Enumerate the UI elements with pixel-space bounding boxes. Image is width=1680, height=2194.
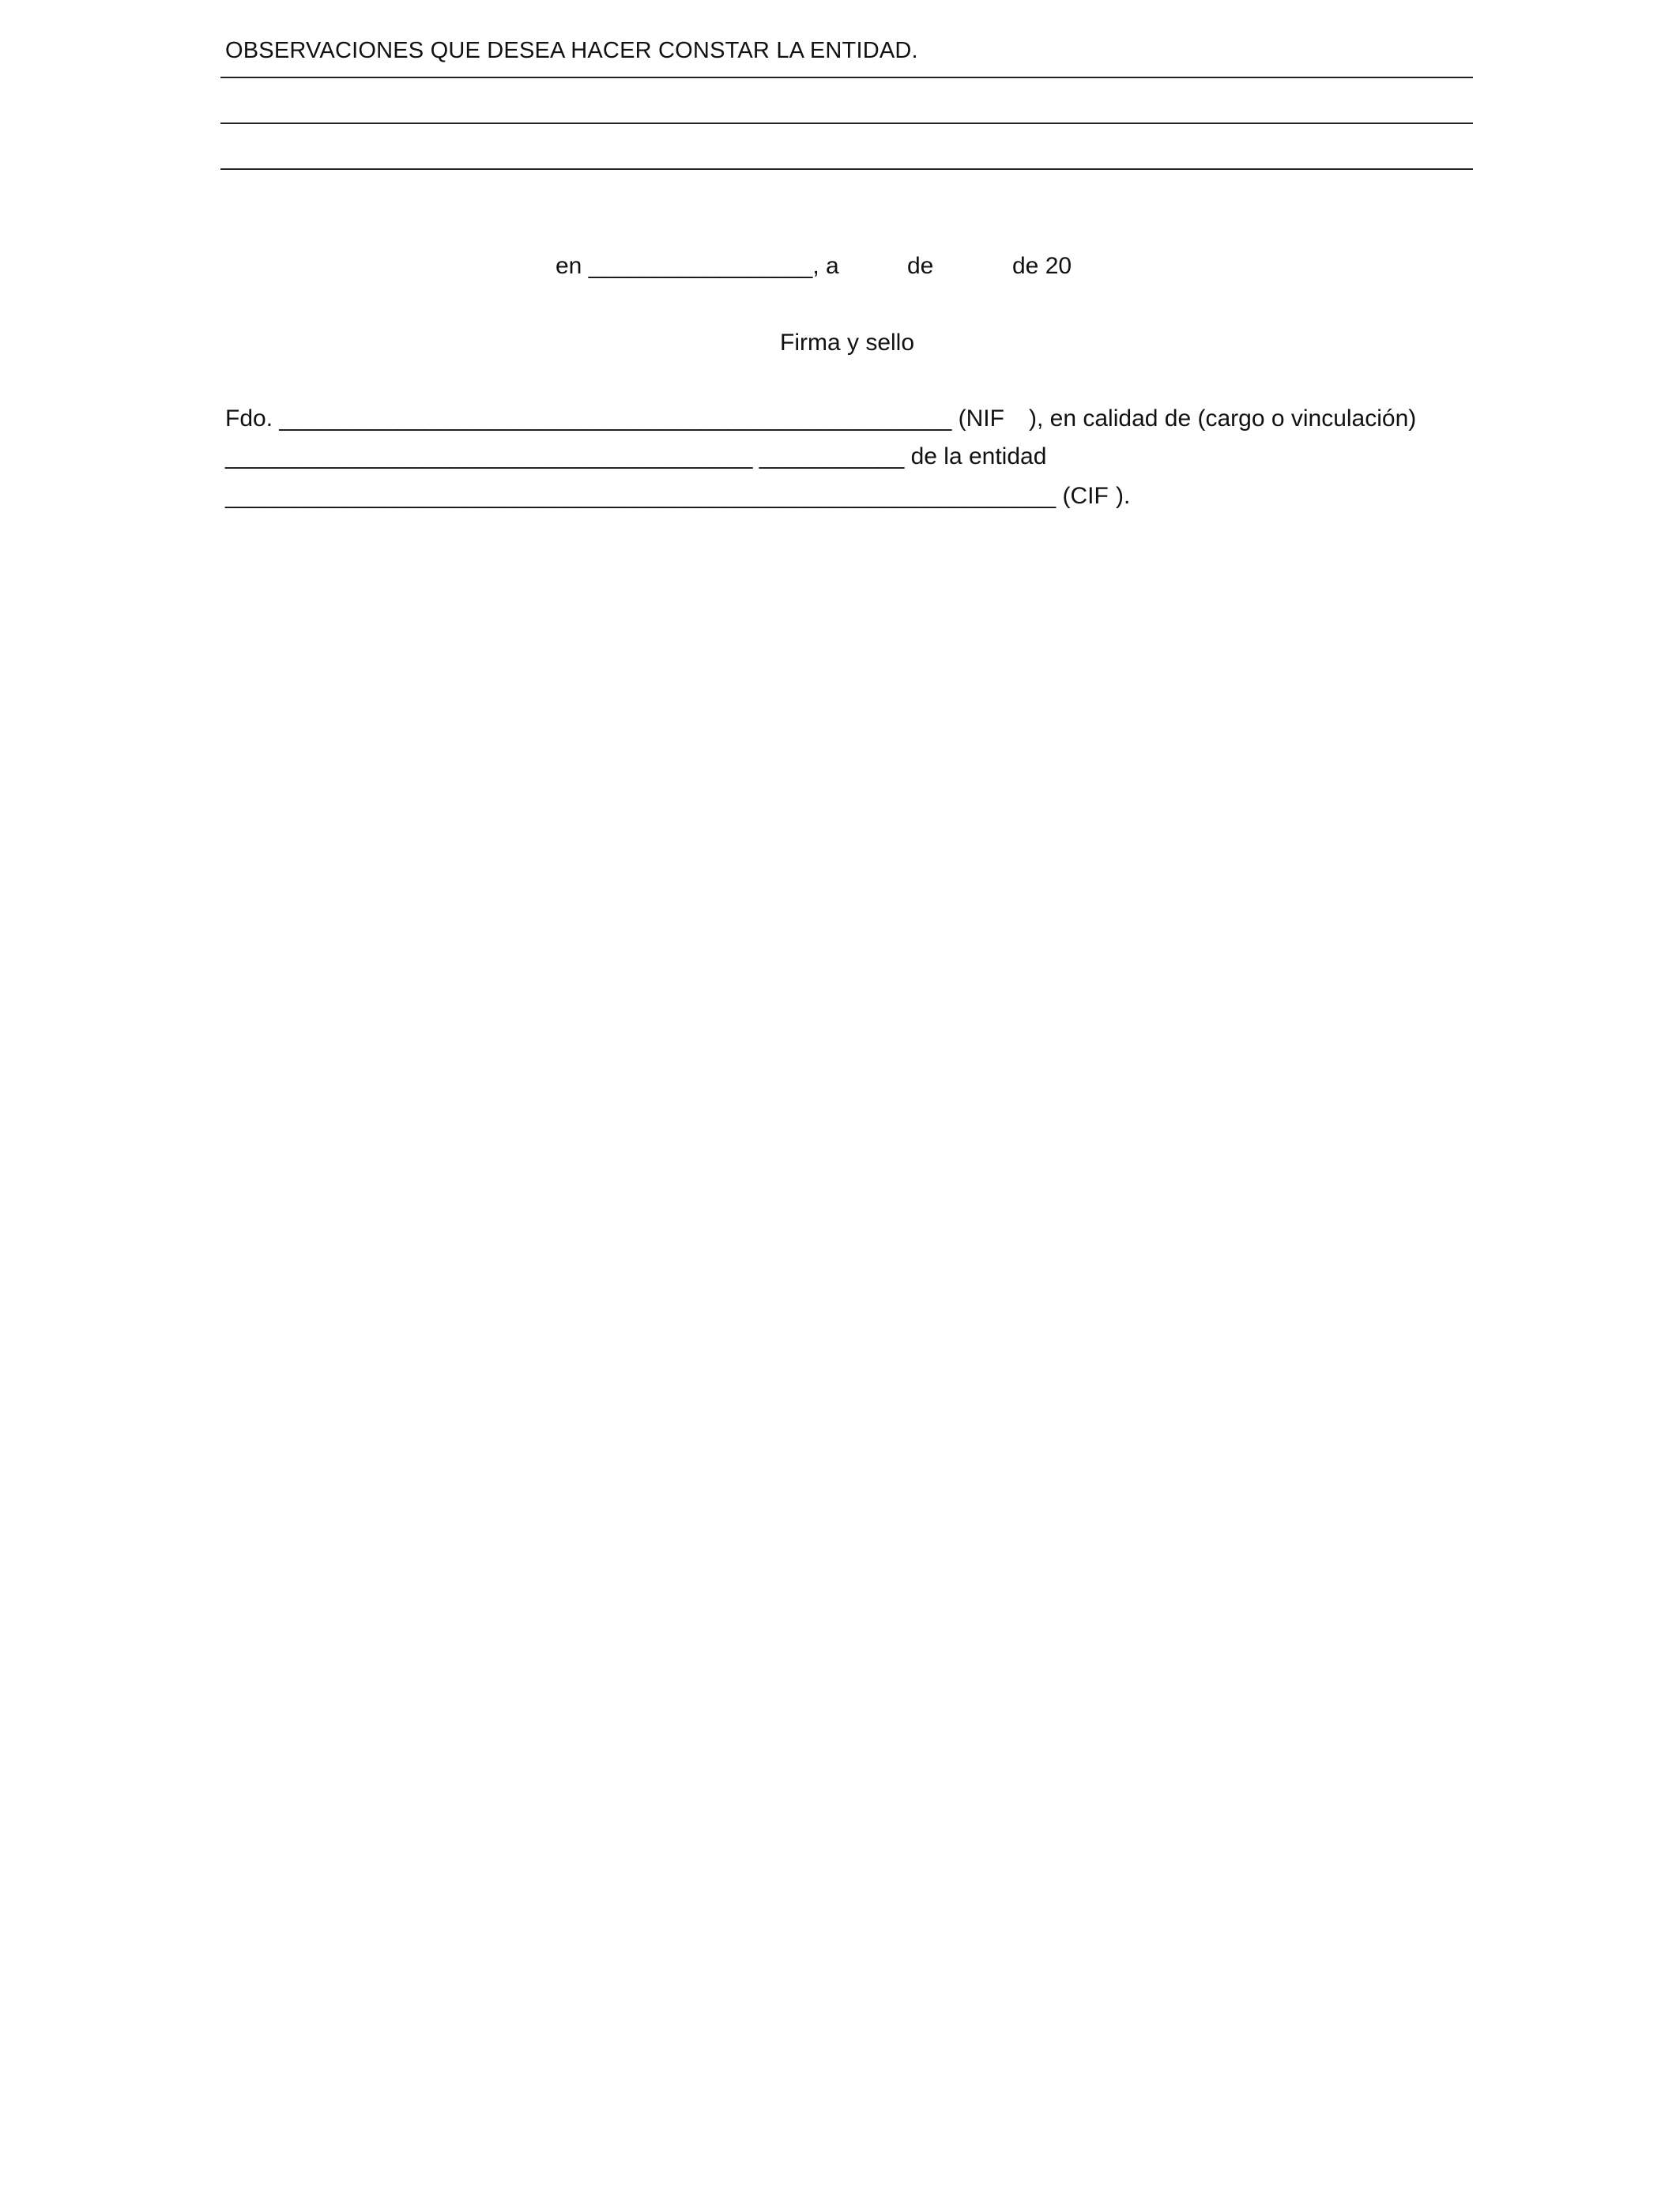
date-place-text: en _________________, a	[556, 253, 839, 279]
observations-line-3	[220, 168, 1473, 170]
date-month-prefix: de	[907, 253, 934, 279]
cif-close-text: ).	[1116, 483, 1131, 509]
date-year-prefix: de 20	[1012, 253, 1072, 279]
signatory-role-text: ), en calidad de (cargo o vinculación)	[1029, 405, 1417, 432]
entity-role-line: ________________________________________ ___________ de la entidad	[225, 443, 1047, 469]
observations-heading: OBSERVACIONES QUE DESEA HACER CONSTAR LA ENTIDAD.	[225, 38, 918, 63]
observations-line-1	[220, 77, 1473, 78]
entity-name-line: _______________________________________________________________ (CIF	[225, 483, 1109, 509]
signature-label: Firma y sello	[780, 330, 915, 356]
signatory-name-line: Fdo. ___________________________________________________ (NIF	[225, 405, 1004, 432]
observations-line-2	[220, 123, 1473, 124]
